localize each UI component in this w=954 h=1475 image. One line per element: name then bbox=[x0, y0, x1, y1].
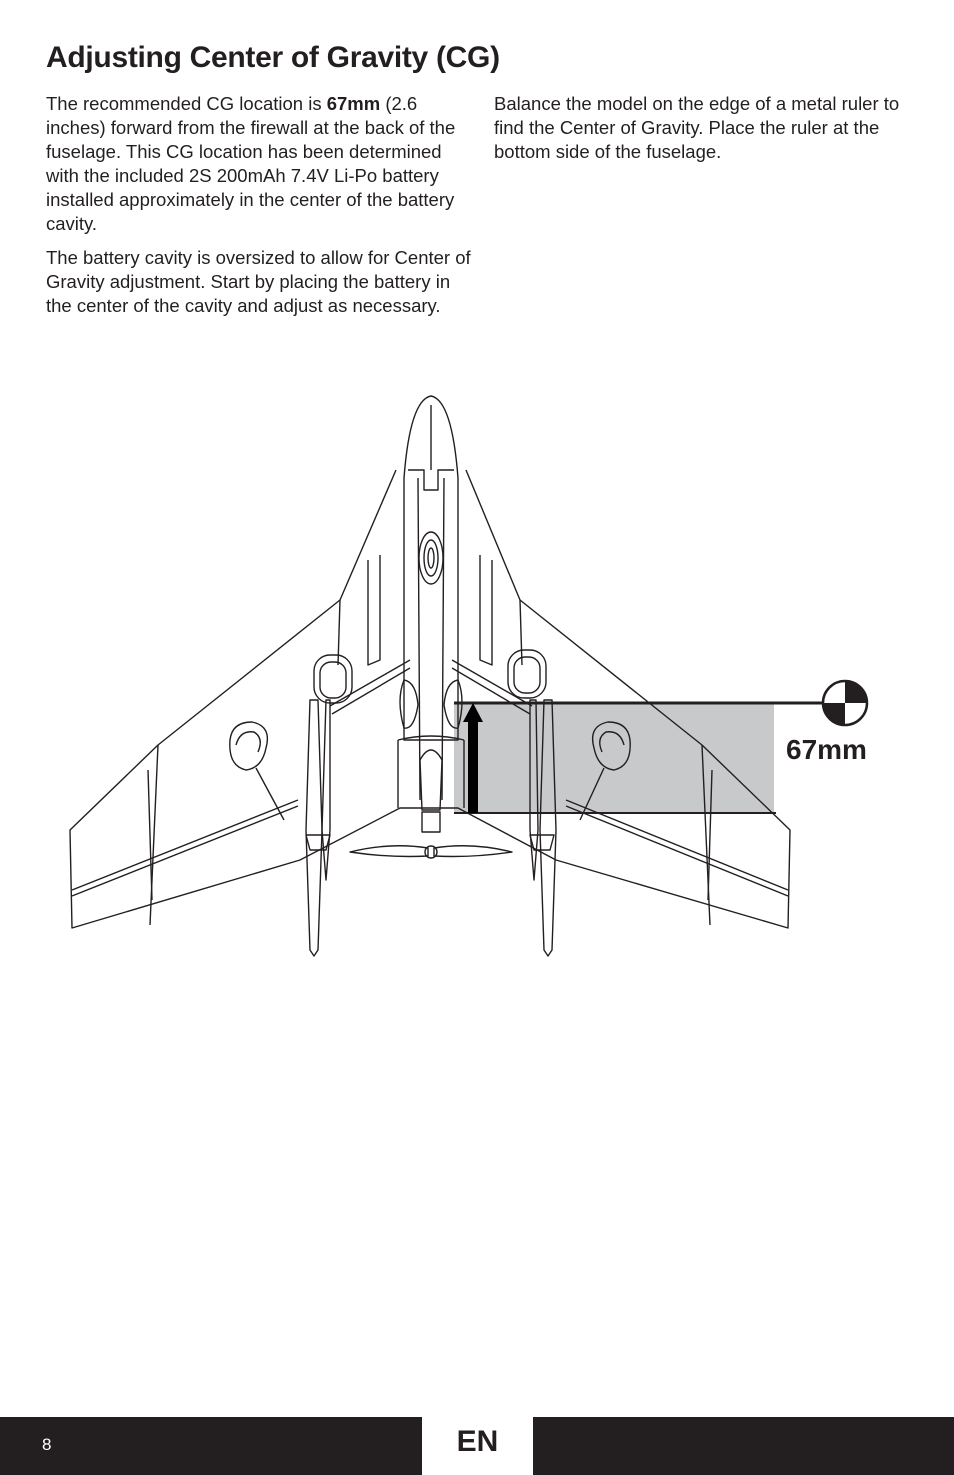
cg-distance-label: 67mm bbox=[786, 734, 867, 765]
cg-shaded-region bbox=[454, 703, 774, 813]
cg-distance-bold: 67mm bbox=[326, 93, 381, 114]
cg-location-paragraph bbox=[46, 92, 476, 236]
left-column bbox=[46, 92, 476, 328]
footer-bar bbox=[0, 1417, 954, 1475]
page-title: Adjusting Center of Gravity (CG) bbox=[46, 41, 500, 74]
right-column bbox=[494, 92, 914, 174]
page-number: 8 bbox=[42, 1435, 52, 1454]
balance-instructions-paragraph: Balance the model on the edge of a metal ruler to find the Center of Gravity. Place the ruler at the bottom side of the fuselage. bbox=[494, 93, 900, 162]
battery-cavity-paragraph: The battery cavity is oversized to allow for Center of Gravity adjustment. Start by placing the battery in the center of the cavity and adjust as necessary. bbox=[46, 247, 471, 316]
cg-balance-symbol-icon bbox=[823, 681, 867, 725]
cg-detail-text: (2.6 inches) forward from the firewall at the back of the fuselage. This CG location has been determined with the included 2S 200mAh 7.4V Li-Po battery installed approximately in the center of the battery cavity. bbox=[46, 93, 456, 234]
cg-diagram bbox=[0, 380, 954, 970]
airplane-outline bbox=[70, 396, 790, 956]
footer-left-block bbox=[0, 1417, 422, 1475]
footer-right-block bbox=[533, 1417, 954, 1475]
cg-intro-text: The recommended CG location is bbox=[46, 93, 327, 114]
language-tab: EN bbox=[456, 1425, 499, 1458]
